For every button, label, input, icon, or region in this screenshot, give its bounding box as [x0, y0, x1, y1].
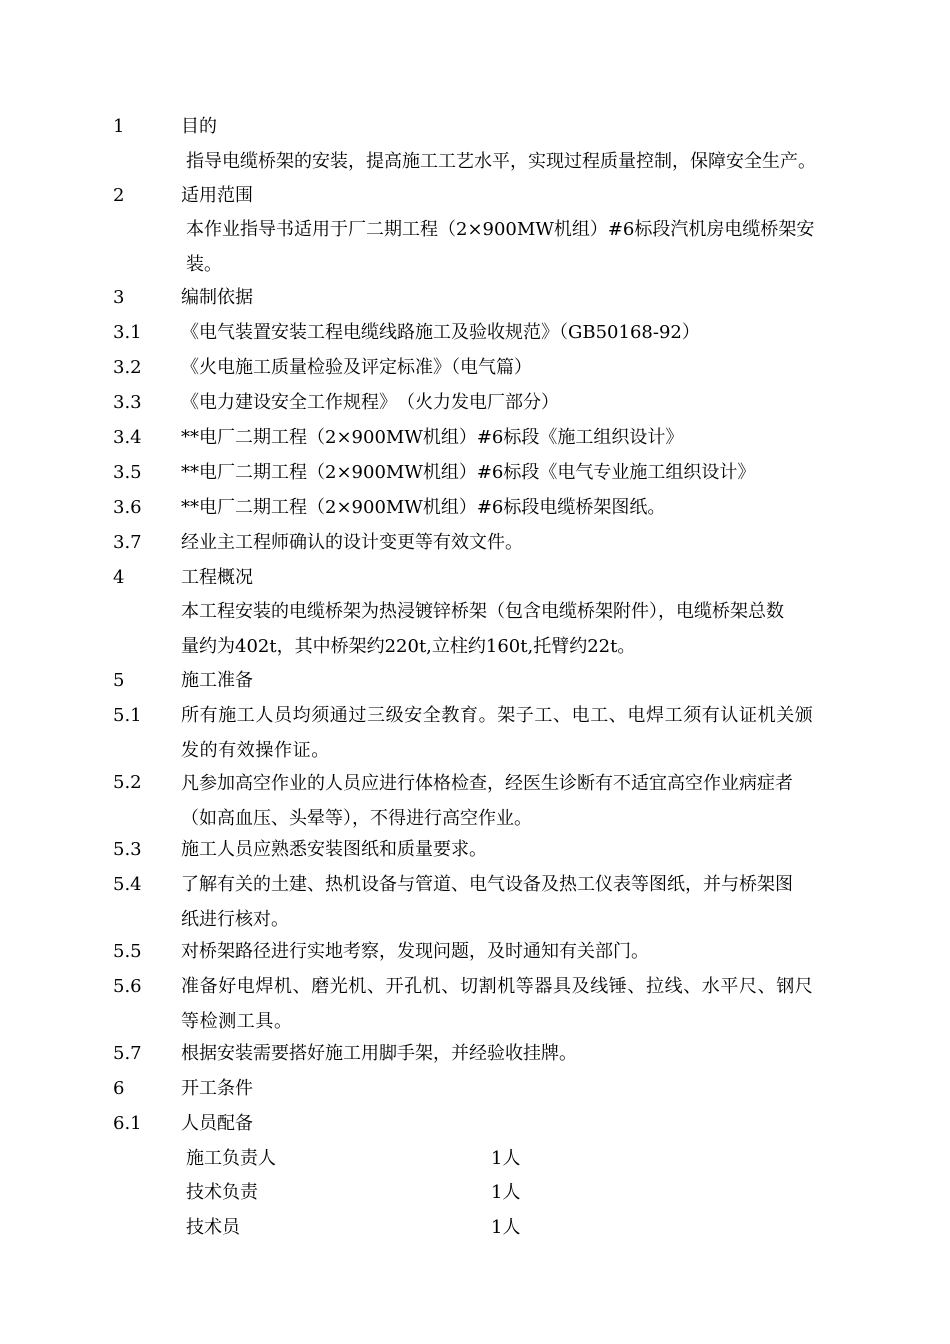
list-item: 《电力建设安全工作规程》 （火力发电厂部分）: [181, 392, 559, 413]
section-number: 3.3: [113, 392, 142, 413]
list-item: 所有施工人员均须通过三级安全教育。架子工、电工、电焊工须有认证机关颁 发的有效操作证。: [181, 705, 814, 761]
section-number: 3.7: [113, 532, 142, 553]
list-item: 根据安装需要搭好施工用脚手架，并经验收挂牌。: [181, 1043, 577, 1064]
paragraph: 本作业指导书适用于厂二期工程（2×900MW机组）#6标段汽机房电缆桥架安 装。: [186, 219, 815, 275]
list-item: 《火电施工质量检验及评定标准》（电气篇）: [181, 357, 532, 378]
paragraph: 指导电缆桥架的安装，提高施工工艺水平，实现过程质量控制，保障安全生产。: [186, 151, 816, 172]
section-title: 适用范围: [181, 185, 253, 206]
paragraph: 本工程安装的电缆桥架为热浸镀锌桥架（包含电缆桥架附件），电缆桥架总数 量约为402t，其中桥架约220t,立柱约160t,托臂约22t。: [181, 601, 784, 657]
section-number: 5.5: [113, 941, 142, 962]
staff-count: 1人: [491, 1217, 521, 1238]
section-number: 5.7: [113, 1043, 142, 1064]
list-item: 《电气装置安装工程电缆线路施工及验收规范》（GB50168-92）: [181, 322, 700, 343]
staff-role: 技术员: [186, 1217, 240, 1238]
staff-role: 技术负责: [186, 1182, 258, 1203]
section-number: 4: [113, 567, 125, 588]
section-number: 5: [113, 670, 125, 691]
section-title: 开工条件: [181, 1078, 253, 1099]
section-number: 5.2: [113, 772, 142, 793]
list-item: 经业主工程师确认的设计变更等有效文件。: [181, 532, 523, 553]
staff-role: 施工负责人: [186, 1148, 276, 1169]
list-item: 人员配备: [181, 1113, 253, 1134]
section-number: 5.4: [113, 874, 142, 895]
section-number: 3.4: [113, 427, 142, 448]
list-item: 凡参加高空作业的人员应进行体格检查，经医生诊断有不适宜高空作业病症者 （如高血压、头晕等），不得进行高空作业。: [181, 773, 793, 829]
section-title: 目的: [181, 116, 217, 137]
list-item: 准备好电焊机、磨光机、开孔机、切割机等器具及线锤、拉线、水平尺、钢尺 等检测工具。: [181, 976, 814, 1032]
section-number: 5.1: [113, 705, 142, 726]
section-title: 编制依据: [181, 287, 253, 308]
list-item: 对桥架路径进行实地考察，发现问题，及时通知有关部门。: [181, 941, 649, 962]
list-item: 了解有关的土建、热机设备与管道、电气设备及热工仪表等图纸，并与桥架图 纸进行核对。: [181, 874, 793, 930]
staff-count: 1人: [491, 1148, 521, 1169]
section-number: 6.1: [113, 1113, 142, 1134]
section-number: 1: [113, 116, 125, 137]
list-item: **电厂二期工程（2×900MW机组）#6标段《电气专业施工组织设计》: [181, 462, 756, 483]
section-number: 2: [113, 185, 125, 206]
list-item: **电厂二期工程（2×900MW机组）#6标段《施工组织设计》: [181, 427, 684, 448]
section-number: 3.2: [113, 357, 142, 378]
list-item: **电厂二期工程（2×900MW机组）#6标段电缆桥架图纸。: [181, 497, 666, 518]
section-number: 3.5: [113, 462, 142, 483]
section-number: 3.6: [113, 497, 142, 518]
section-number: 3.1: [113, 322, 142, 343]
section-title: 工程概况: [181, 567, 253, 588]
section-number: 3: [113, 287, 125, 308]
section-number: 5.6: [113, 976, 142, 997]
section-title: 施工准备: [181, 670, 253, 691]
staff-count: 1人: [491, 1182, 521, 1203]
section-number: 5.3: [113, 839, 142, 860]
section-number: 6: [113, 1078, 125, 1099]
list-item: 施工人员应熟悉安装图纸和质量要求。: [181, 839, 487, 860]
